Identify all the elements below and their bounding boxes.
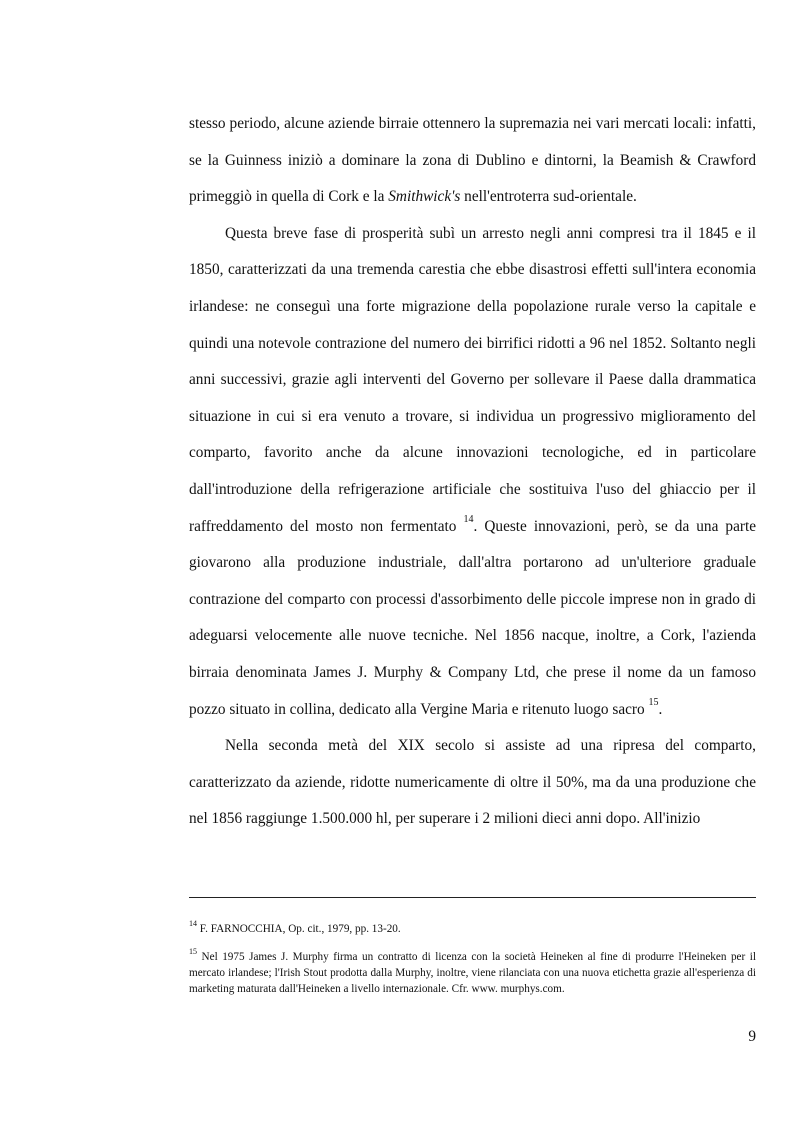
paragraph-1: stesso periodo, alcune aziende birraie ottennero la supremazia nei vari mercati locali: infatti, se la Guinness iniziò a dominare la zona di Dublino e dintorni, la Beamish & Crawford primeggiò in quella di Cork e la Smithwick's nell'entroterra sud-orientale. bbox=[189, 115, 756, 206]
footnote-ref-15[interactable]: 15 bbox=[648, 697, 659, 709]
main-text bbox=[189, 106, 756, 838]
paragraph-2: Questa breve fase di prosperità subì un arresto negli anni compresi tra il 1845 e il 1850, caratterizzati da una tremenda carestia che ebbe disastrosi effetti sull'intera economia irlandese: ne conseguì una forte migrazione della popolazione rurale verso la capitale e quindi una notevole contrazione del numero dei birrifici ridotti a 96 nel 1852. Soltanto negli anni successivi, grazie agli interventi del Governo per sollevare il Paese dalla drammatica situazione in cui si era venuto a trovare, si individua un progressivo miglioramento del comparto, favorito anche da alcune innovazioni tecnologiche, ed in particolare dall'introduzione della refrigerazione artificiale che sostituiva l'uso del ghiaccio per il raffreddamento del mosto non fermentato $^{14}$. Queste innovazioni, però, se da una parte giovarono alla produzione industriale, dall'altra portarono ad un'ulteriore graduale contrazione del comparto con processi d'assorbimento delle piccole imprese non in grado di adeguarsi velocemente alle nuove tecniche. Nel 1856 nacque, inoltre, a Cork, l'azienda birraia denominata James J. Murphy & Company Ltd, che prese il nome da un famoso pozzo situato in collina, dedicato alla Vergine Maria e ritenuto luogo sacro $^{15}$. bbox=[189, 224, 756, 718]
footnote-15 bbox=[189, 949, 756, 997]
footnote-14 bbox=[189, 921, 756, 937]
brand-italic: Smithwick's bbox=[388, 188, 461, 206]
footnote-text: F. FARNOCCHIA, Op. cit., 1979, pp. 13-20. bbox=[197, 923, 401, 935]
footnote-text: Nel 1975 James J. Murphy firma un contratto di licenza con la società Heineken al fine di produrre l'Heineken per il mercato irlandese; l'Irish Stout prodotta dalla Murphy, inoltre, viene rilanciata con una nuova etichetta grazie all'esperienza di marketing maturata dall'Heineken a livello internazionale. Cfr. www. murphys.com. bbox=[189, 951, 756, 995]
footnotes bbox=[189, 921, 756, 1009]
footnote-number: 15 bbox=[189, 947, 197, 957]
footnote-number: 14 bbox=[189, 919, 197, 929]
page-number: 9 bbox=[748, 1028, 756, 1045]
footnote-ref-14[interactable]: 14 bbox=[463, 514, 474, 526]
paragraph-3: Nella seconda metà del XIX secolo si assiste ad una ripresa del comparto, caratterizzato da aziende, ridotte numericamente di oltre il 50%, ma da una produzione che nel 1856 raggiunge 1.500.000 hl, per superare i 2 milioni dieci anni dopo. All'inizio bbox=[189, 737, 756, 828]
footnote-divider bbox=[189, 897, 756, 898]
